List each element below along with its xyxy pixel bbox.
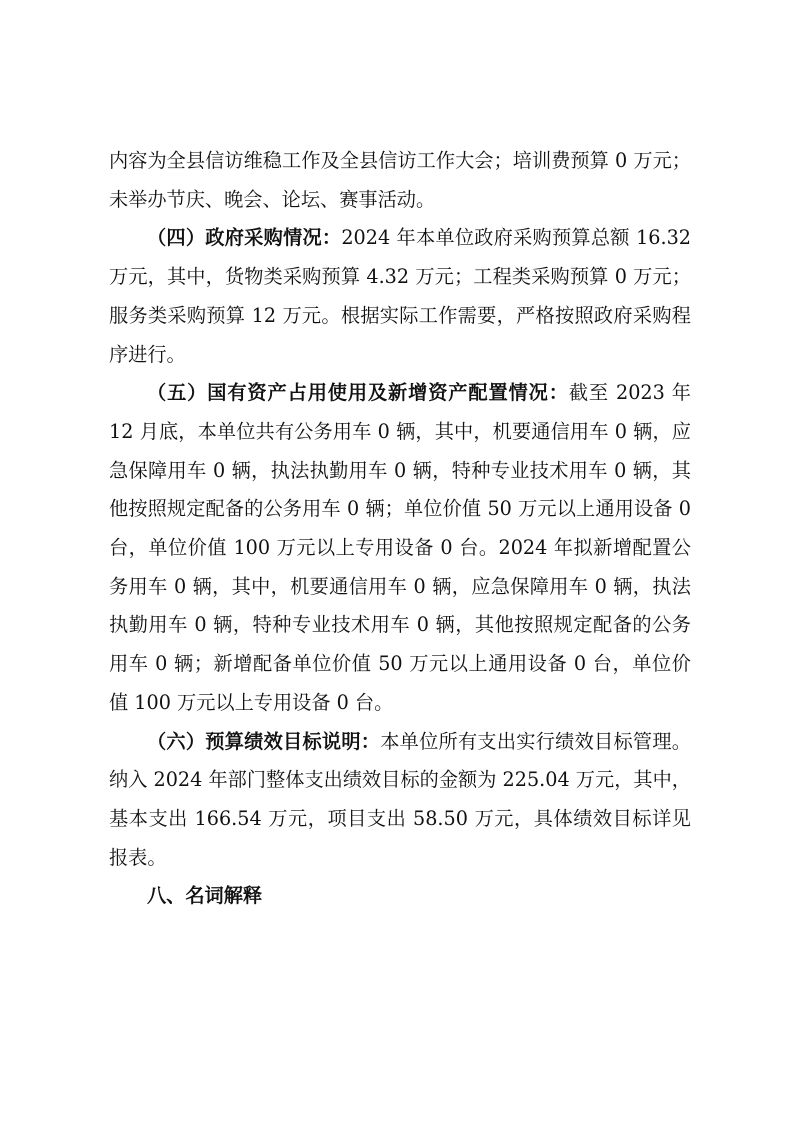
- paragraph-text: 截至 2023 年 12 月底，本单位共有公务用车 0 辆，其中，机要通信用车 0 辆，应急保障用车 0 辆，执法执勤用车 0 辆，特种专业技术用车 0 辆，其他按照规定配备的公务用车 0 辆；单位价值 50 万元以上通用设备 0 台，单位价值 100 万元以上专用设备 0 台。2024 年拟新增配置公务用车 0 辆，其中，机要通信用车 0 辆，应急保障用车 0 辆，执法执勤用车 0 辆，特种专业技术用车 0 辆，其他按照规定配备的公务用车 0 辆；新增配备单位价值 50 万元以上通用设备 0 台，单位价值 100 万元以上专用设备 0 台。: [109, 381, 691, 714]
- paragraph-lead-heading: （四）政府采购情况：: [147, 226, 342, 250]
- document-body: [109, 142, 691, 916]
- section-heading: 八、名词解释: [147, 884, 263, 908]
- paragraph-text: 本单位所有支出实行绩效目标管理。纳入 2024 年部门整体支出绩效目标的金额为 225.04 万元，其中，基本支出 166.54 万元，项目支出 58.50 万元，具体绩效目标详见报表。: [109, 729, 691, 869]
- paragraph-meetings-continued: [109, 142, 691, 219]
- paragraph-text: 内容为全县信访维稳工作及全县信访工作大会；培训费预算 0 万元；未举办节庆、晚会、论坛、赛事活动。: [109, 149, 691, 211]
- paragraph-text: 2024 年本单位政府采购预算总额 16.32 万元，其中，货物类采购预算 4.32 万元；工程类采购预算 0 万元；服务类采购预算 12 万元。根据实际工作需要，严格按照政府采购程序进行。: [109, 226, 691, 366]
- paragraph-government-procurement: [109, 219, 691, 374]
- paragraph-state-assets: [109, 374, 691, 722]
- paragraph-lead-heading: （六）预算绩效目标说明：: [147, 729, 381, 753]
- paragraph-lead-heading: （五）国有资产占用使用及新增资产配置情况：: [147, 381, 569, 405]
- paragraph-performance-targets: [109, 723, 691, 878]
